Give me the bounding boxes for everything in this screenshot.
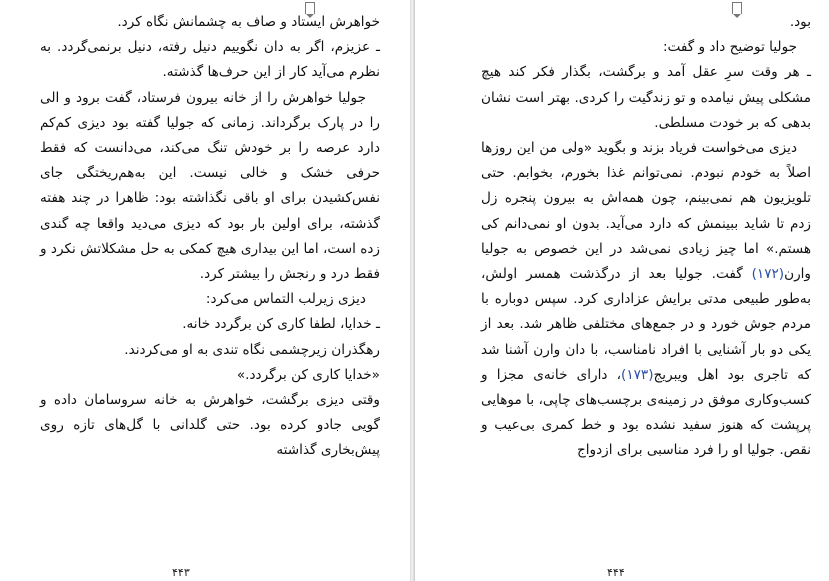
paragraph: ـ عزیزم، اگر به دان نگوییم دنیل رفته، دنیل برنمی‌گردد. به نظرم می‌آید کار از این حرف‌ها گذشته. [40,39,380,81]
paragraph: ـ خدایا، لطفا کاری کن برگردد خانه. [182,316,380,333]
right-page-text [481,10,811,464]
paragraph-text: ـ هر وقت سرِ عقل آمد و برگشت، بگذار فکر کند هیچ مشکلی پیش نیامده و تو زندگیت را کردی. بهتر است نشان بدهی که بر خودت مسلطی. [481,64,811,131]
paragraph-text: بود. [789,14,811,30]
paragraph [481,35,811,60]
left-page-text [40,10,380,464]
paragraph: رهگذران زیرچشمی نگاه تندی به او می‌کردند. [124,341,380,358]
paragraph [481,10,811,35]
footnote-reference[interactable]: (۱۷۲) [751,266,785,283]
paragraph-text: ، دارای خانه‌ی مجزا و کسب‌وکاری موفق در زمینه‌ی برچسب‌های چاپی، با موهایی پرپشت که هنوز سفید نشده بود و خط کمری بی‌عیب و نقص. جولیا او را فرد مناسبی برای ازدواج [481,366,811,459]
paragraph [481,60,811,136]
footnote-reference[interactable]: (۱۷۳) [621,366,654,383]
paragraph: وقتی دیزی برگشت، خواهرش به خانه سروسامان داده و گویی جادو کرده بود. حتی گلدانی با گل‌های تازه روی پیش‌بخاری گذاشته [40,392,380,459]
paragraph-text: گفت. جولیا بعد از درگذشت همسر اولش، به‌طور طبیعی مدتی برایش عزاداری کرد. سپس دوباره با مردم جوش خورد و در جمع‌های مختلفی ظاهر شد. بعد از یکی دو بار آشنایی با افراد نامناسب، با دان وارن آشنا شد که تاجری بود اهل ویبریج [481,266,812,383]
left-page [0,0,411,581]
page-number: ۴۴۴ [607,566,625,579]
paragraph-text: دیزی می‌خواست فریاد بزند و بگوید «ولی من این روزها اصلاً به خودم نبودم. نمی‌توانم غذا بخورم، بخوابم. حتی تلویزیون هم نمی‌بینم، چون همه‌اش به بیرون پنجره زل زدم تا شاید ببینمش که دارد می‌آید. بدون او نمی‌دانم کی هستم.» اما چیز زیادی نمی‌شد در این خصوص به جولیا وارن [481,140,811,283]
paragraph: جولیا خواهرش را از خانه بیرون فرستاد، گفت برود و الی را در پارک برگرداند. زمانی که جولیا گفته بود دیزی کم‌کم دارد عرصه را بر خودش تنگ می‌کند، می‌دانست که فقط حرفی خشک و خالی نیست. این به‌هم‌ریختگی جای نفس‌کشیدن برای او باقی نگذاشته بود: ظاهرا در چند هفته گذشته، برای اولین بار بود که دیزی می‌دید واقعا چه گندی زده است، اما این بیداری هیچ کمکی به حل مشکلاتش نکرد و فقط درد و رنجش را بیشتر کرد. [40,89,380,283]
paragraph: «خدایا کاری کن برگردد.» [236,366,380,383]
page-number: ۴۴۳ [172,566,190,579]
paragraph: دیزی زیرلب التماس می‌کرد: [205,291,366,308]
paragraph [481,136,811,464]
right-page [414,0,829,581]
paragraph-text: جولیا توضیح داد و گفت: [662,39,797,56]
paragraph: خواهرش ایستاد و صاف به چشمانش نگاه کرد. [117,14,380,30]
